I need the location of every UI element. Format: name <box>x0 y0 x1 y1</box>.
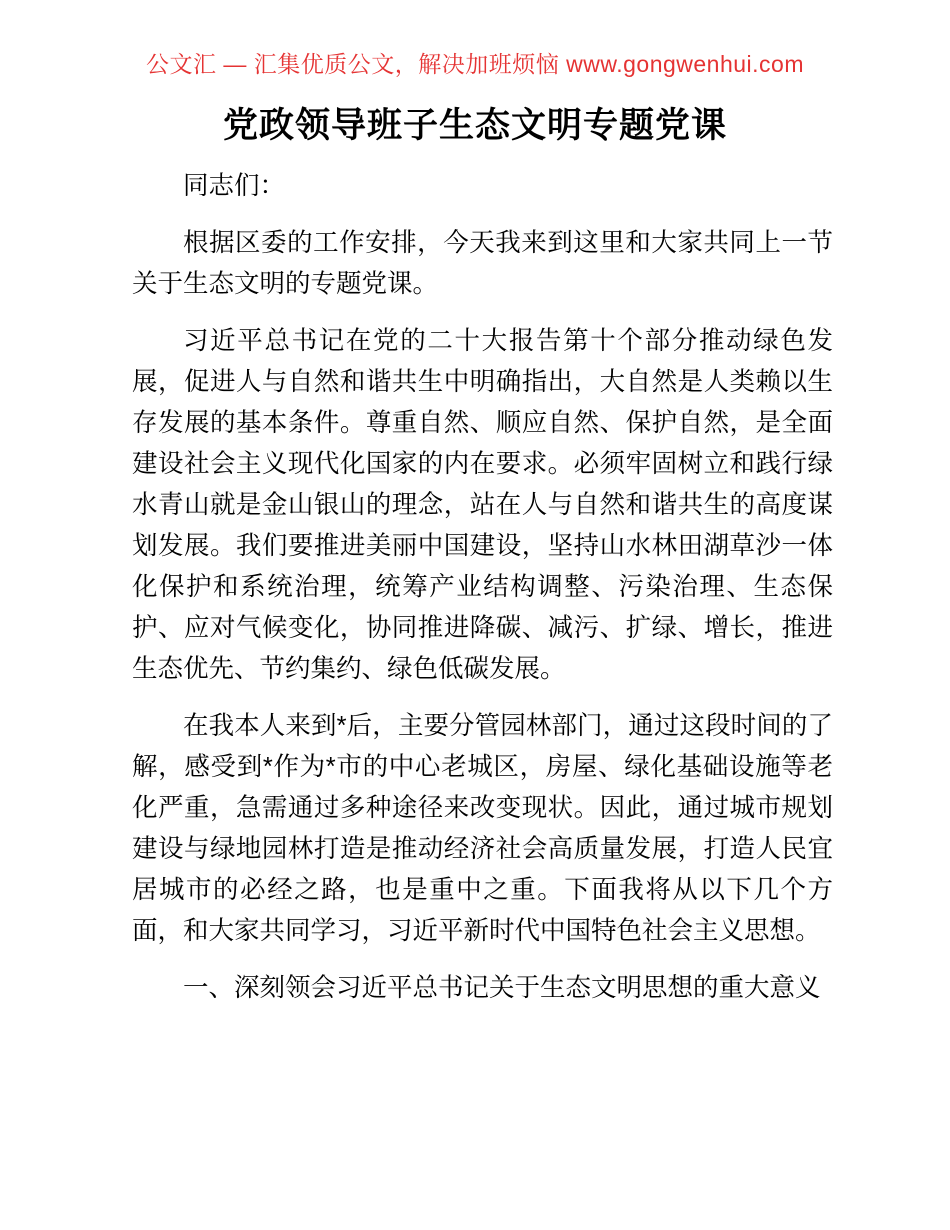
promo-header-text: 公文汇 — 汇集优质公文，解决加班烦恼 www.gongwenhui.com <box>145 51 804 77</box>
document-body <box>132 166 833 1009</box>
document-title: 党政领导班子生态文明专题党课 <box>222 106 727 145</box>
paragraph-local-situation: 在我本人来到*后，主要分管园林部门，通过这段时间的了解，感受到*作为*市的中心老城区，房屋、绿化基础设施等老化严重，急需通过多种途径来改变现状。因此，通过城市规划建设与绿地园林打造是推动经济社会高质量发展，打造人民宜居城市的必经之路，也是重中之重。下面我将从以下几个方面，和大家共同学习，习近平新时代中国特色社会主义思想。 <box>132 712 833 945</box>
paragraph-intro: 根据区委的工作安排，今天我来到这里和大家共同上一节关于生态文明的专题党课。 <box>132 229 833 298</box>
paragraph-quote-report: 习近平总书记在党的二十大报告第十个部分推动绿色发展，促进人与自然和谐共生中明确指出，大自然是人类赖以生存发展的基本条件。尊重自然、顺应自然、保护自然，是全面建设社会主义现代化国家的内在要求。必须牢固树立和践行绿水青山就是金山银山的理念，站在人与自然和谐共生的高度谋划发展。我们要推进美丽中国建设，坚持山水林田湖草沙一体化保护和系统治理，统筹产业结构调整、污染治理、生态保护、应对气候变化，协同推进降碳、减污、扩绿、增长，推进生态优先、节约集约、绿色低碳发展。 <box>132 327 833 683</box>
paragraph-salutation: 同志们： <box>183 172 286 200</box>
section-heading-one: 一、深刻领会习近平总书记关于生态文明思想的重大意义 <box>183 974 821 1002</box>
